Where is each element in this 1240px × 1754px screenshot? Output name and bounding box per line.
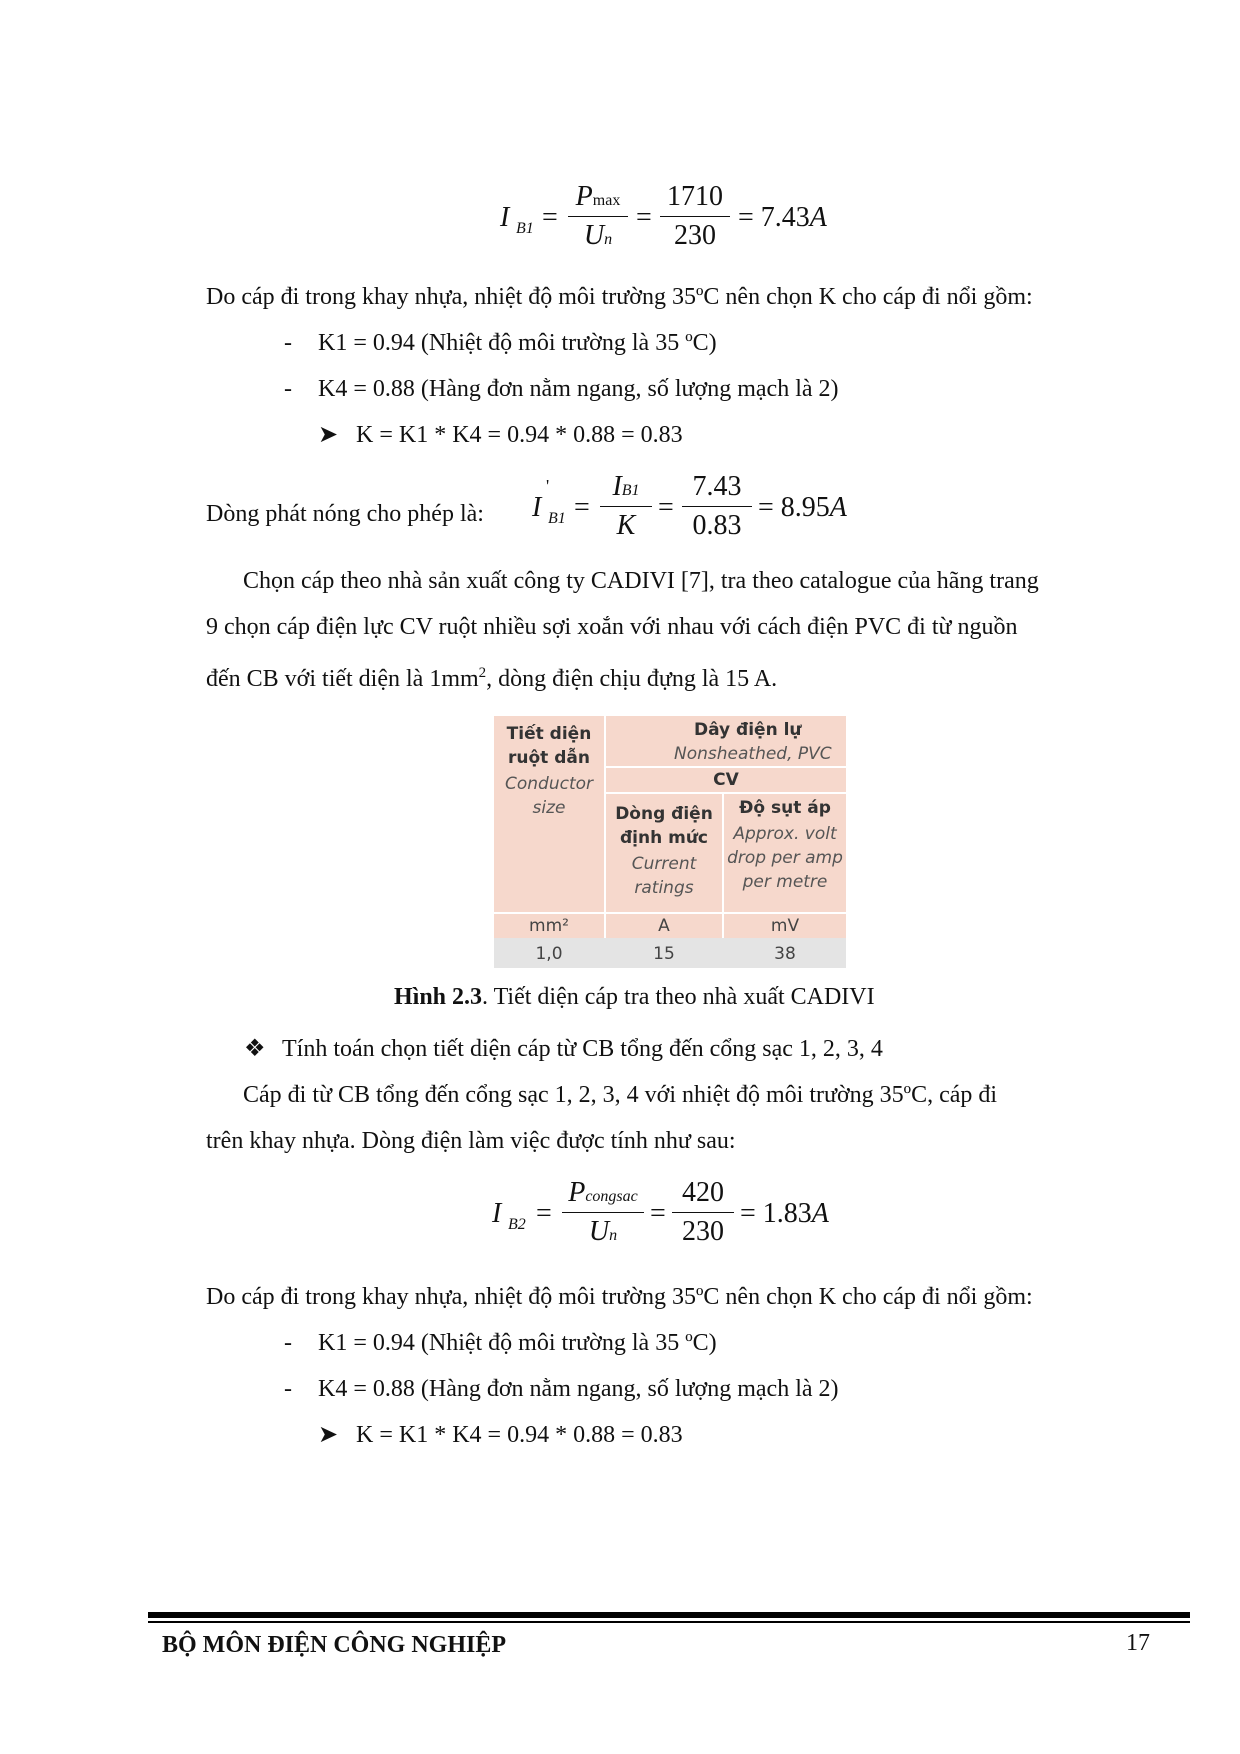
label-allowed-current: Dòng phát nóng cho phép là:: [206, 501, 484, 527]
bullet-dash: -: [284, 376, 292, 402]
header-cable-en: Nonsheathed, PVC: [674, 744, 832, 764]
paragraph-line: 9 chọn cáp điện lực CV ruột nhiều sợi xoắn với nhau với cách điện PVC đi từ nguồn: [206, 614, 1018, 640]
cadivi-table: [494, 716, 846, 968]
paragraph-line: Cáp đi từ CB tổng đến cổng sạc 1, 2, 3, 4 với nhiệt độ môi trường 35ºC, cáp đi: [243, 1082, 998, 1108]
figure-caption: Hình 2.3. Tiết diện cáp tra theo nhà xuất CADIVI: [394, 984, 875, 1010]
bullet-k1: K1 = 0.94 (Nhiệt độ môi trường là 35 ºC): [318, 330, 717, 356]
header-cv: CV: [713, 770, 739, 790]
footer-department: BỘ MÔN ĐIỆN CÔNG NGHIỆP: [162, 1632, 507, 1658]
unit-drop: mV: [770, 916, 800, 936]
paragraph-k-intro: Do cáp đi trong khay nhựa, nhiệt độ môi trường 35ºC nên chọn K cho cáp đi nổi gồm:: [206, 284, 1033, 310]
header-size-vi: Tiết diện ruột dẫn: [506, 724, 592, 768]
header-cable-vi: Dây điện lự: [694, 720, 802, 740]
equation-ib2: I B2 = Pcongsac Un = 420 230 = 1.83A: [492, 1177, 829, 1247]
row-size: 1,0: [535, 944, 563, 964]
paragraph-line: đến CB với tiết diện là $1mm^2$, dòng điện chịu đựng là 15 A.: [206, 665, 778, 692]
paragraph-line: Chọn cáp theo nhà sản xuất công ty CADIVI [7], tra theo catalogue của hãng trang: [243, 568, 1039, 594]
diamond-icon: ❖: [244, 1036, 266, 1062]
paragraph-line: trên khay nhựa. Dòng điện làm việc được tính như sau:: [206, 1128, 736, 1154]
header-size-en: Conductor size: [504, 774, 593, 818]
header-drop-vi: Độ sụt áp: [739, 798, 831, 818]
unit-current: A: [658, 916, 670, 936]
row-current: 15: [653, 944, 675, 964]
unit-size: mm²: [529, 916, 569, 936]
header-current-en: Current ratings: [631, 854, 697, 898]
section-item: Tính toán chọn tiết diện cáp từ CB tổng đến cổng sạc 1, 2, 3, 4: [282, 1036, 883, 1062]
footer-rule: [148, 1612, 1190, 1618]
paragraph-k-intro: Do cáp đi trong khay nhựa, nhiệt độ môi trường 35ºC nên chọn K cho cáp đi nổi gồm:: [206, 1284, 1033, 1310]
bullet-k4: K4 = 0.88 (Hàng đơn nằm ngang, số lượng mạch là 2): [318, 376, 839, 402]
arrow-icon: ➤: [318, 422, 339, 448]
bullet-k1: K1 = 0.94 (Nhiệt độ môi trường là 35 ºC): [318, 1330, 717, 1356]
header-current-vi: Dòng điện định mức: [615, 804, 713, 848]
footer-rule: [148, 1621, 1190, 1623]
header-drop-en: Approx. volt drop per amp per metre: [727, 824, 843, 892]
bullet-dash: -: [284, 330, 292, 356]
equation-ib1: I B1 = Pmax Un = 1710 230 = 7.43A: [500, 181, 827, 251]
row-drop: 38: [774, 944, 796, 964]
eq1-lhs: I: [500, 202, 510, 233]
equation-ib1-prime: I ' B1 = IB1 K = 7.43 0.83 = 8.95A: [532, 471, 847, 541]
bullet-dash: -: [284, 1330, 292, 1356]
eq1-lhs-sub: B1: [516, 220, 534, 237]
page-number: 17: [1126, 1630, 1150, 1656]
arrow-icon: ➤: [318, 1422, 339, 1448]
bullet-k4: K4 = 0.88 (Hàng đơn nằm ngang, số lượng mạch là 2): [318, 1376, 839, 1402]
result-k: K = K1 * K4 = 0.94 * 0.88 = 0.83: [356, 1422, 683, 1448]
bullet-dash: -: [284, 1376, 292, 1402]
result-k: K = K1 * K4 = 0.94 * 0.88 = 0.83: [356, 422, 683, 448]
